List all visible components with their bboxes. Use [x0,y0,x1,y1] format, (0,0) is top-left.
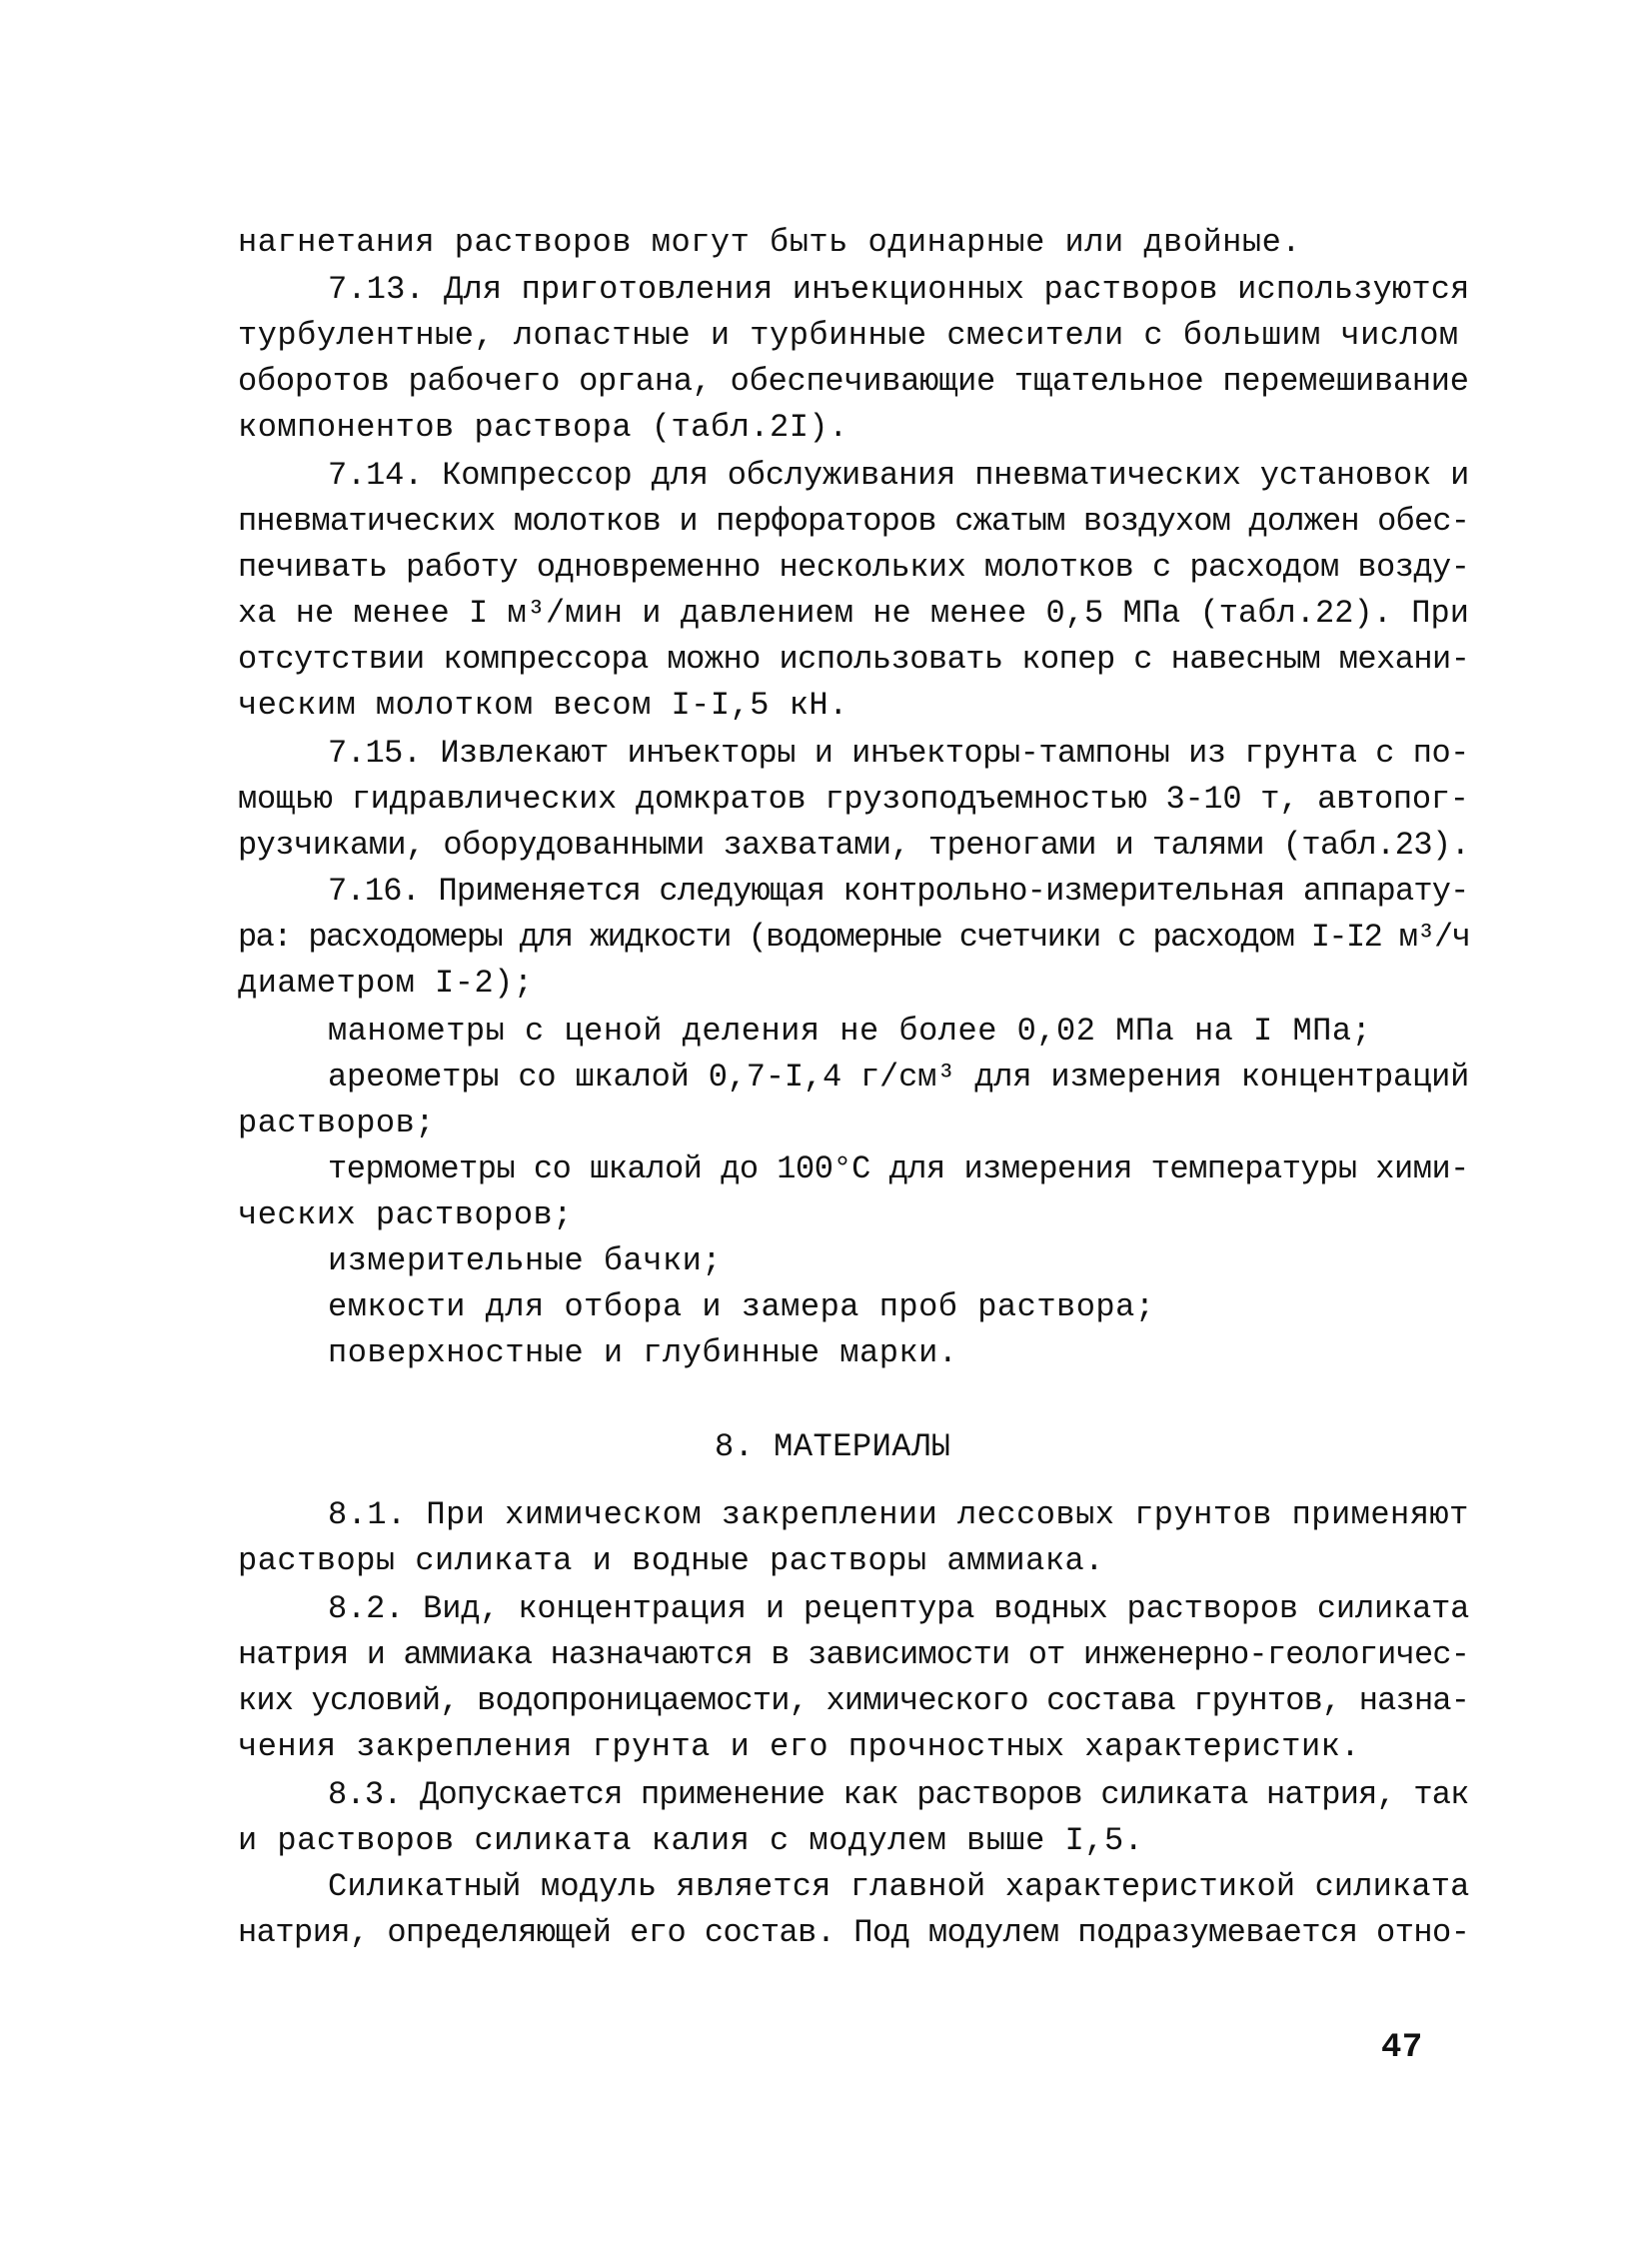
text-line: пневматических молотков и перфораторов сжатым воздухом должен обес- [238,503,1470,540]
text-line: чения закрепления грунта и его прочностных характеристик. [238,1728,1361,1765]
text-line: 8.2. Вид, концентрация и рецептура водных растворов силиката [328,1590,1470,1627]
text-line: Силикатный модуль является главной характеристикой силиката [328,1868,1470,1905]
page-number: 47 [1381,2029,1423,2067]
text-line: мощью гидравлических домкратов грузоподъемностью 3-10 т, автопог- [238,781,1469,818]
text-line: измерительные бачки; [328,1242,723,1279]
text-line: ра: расходомеры для жидкости (водомерные счетчики с расходом I-I2 м³/ч [238,919,1470,956]
text-line: 7.14. Компрессор для обслуживания пневматических установок и [328,457,1470,494]
text-line: компонентов раствора (табл.2I). [238,409,848,446]
text-line: ких условий, водопроницаемости, химического состава грунтов, назна- [238,1682,1470,1719]
text-line: отсутствии компрессора можно использовать копер с навесным механи- [238,641,1470,678]
text-line: диаметром I-2); [238,965,534,1002]
text-line: 7.15. Извлекают инъекторы и инъекторы-тампоны из грунта с по- [328,735,1469,772]
text-line: 7.16. Применяется следующая контрольно-измерительная аппарату- [328,873,1469,910]
section-heading: 8. МАТЕРИАЛЫ [715,1428,951,1465]
text-line: поверхностные и глубинные марки. [328,1334,958,1371]
text-line: 8.3. Допускается применение как растворов силиката натрия, так [328,1776,1469,1813]
text-line: ческим молотком весом I-I,5 кН. [238,687,848,724]
text-line: натрия, определяющей его состав. Под модулем подразумевается отно- [238,1914,1470,1951]
text-line: и растворов силиката калия с модулем выше I,5. [238,1822,1144,1859]
text-line: оборотов рабочего органа, обеспечивающие тщательное перемешивание [238,363,1469,400]
text-line: 7.13. Для приготовления инъекционных растворов используются [328,271,1470,308]
text-line: ческих растворов; [238,1196,573,1233]
text-line: 8.1. При химическом закреплении лессовых грунтов применяют [328,1496,1469,1533]
text-line: печивать работу одновременно нескольких молотков с расходом возду- [238,549,1470,586]
text-line: термометры со шкалой до 100°С для измерения температуры хими- [328,1150,1469,1187]
text-line: турбулентные, лопастные и турбинные смесители с большим числом [238,317,1459,354]
text-line: манометры с ценой деления не более 0,02 МПа на I МПа; [328,1013,1372,1050]
text-line: натрия и аммиака назначаются в зависимости от инженерно-геологичес- [238,1636,1470,1673]
text-line: растворы силиката и водные растворы аммиака. [238,1542,1104,1579]
text-line: ареометры со шкалой 0,7-I,4 г/см³ для измерения концентраций [328,1059,1470,1096]
text-line: нагнетания растворов могут быть одинарные или двойные. [238,224,1301,261]
text-line: рузчиками, оборудованными захватами, треногами и талями (табл.23). [238,827,1470,864]
text-line: емкости для отбора и замера проб раствора; [328,1288,1155,1325]
text-line: растворов; [238,1105,436,1141]
text-line: ха не менее I м³/мин и давлением не менее 0,5 МПа (табл.22). При [238,595,1469,632]
